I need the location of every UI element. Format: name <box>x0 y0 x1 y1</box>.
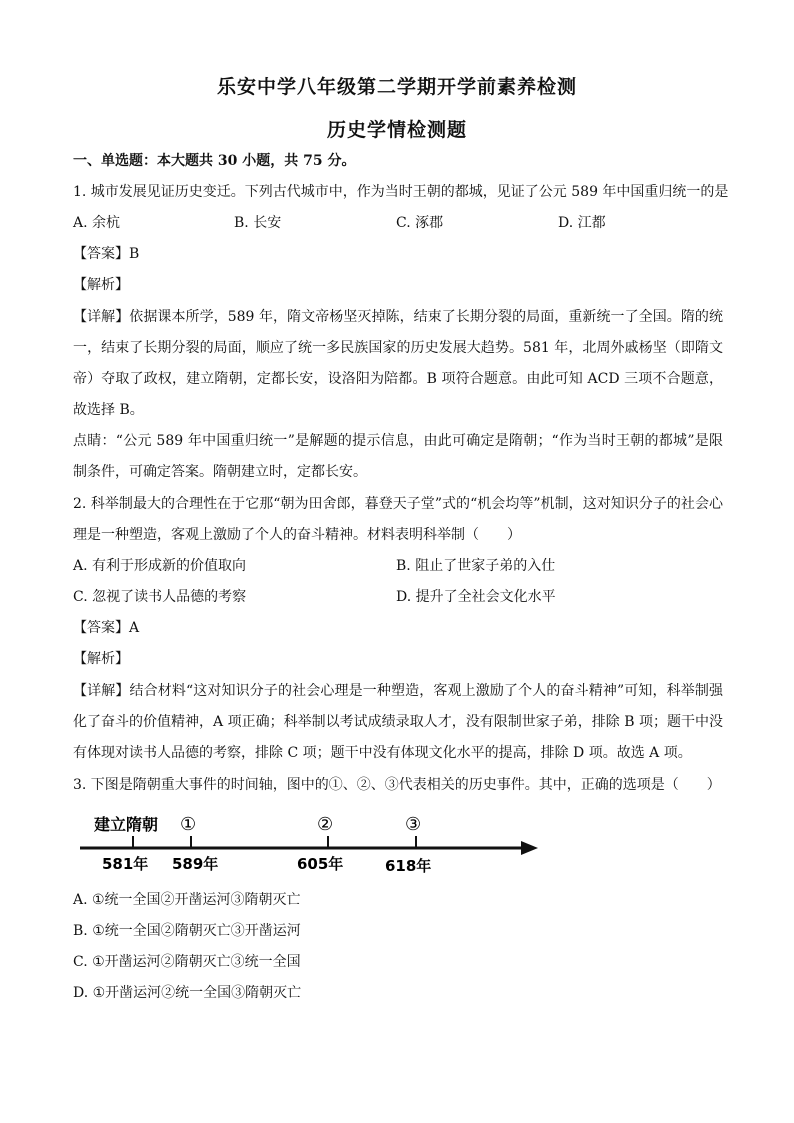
timeline-diagram <box>78 808 548 878</box>
section-heading: 一、单选题：本大题共 30 小题，共 75 分。 <box>73 153 356 169</box>
timeline-year-618: 618年 <box>385 857 432 875</box>
timeline-year-581: 581年 <box>102 855 149 873</box>
exam-title: 乐安中学八年级第二学期开学前素养检测 <box>216 76 577 98</box>
q2-stem: 2. 科举制最大的合理性在于它那“朝为田舍郎，暮登天子堂”式的“机会均等”机制，这对知识分子的社会心理是一种塑造，客观上激励了个人的奋斗精神。材料表明科举制（ ） <box>73 496 723 543</box>
q1-option-c: C. 涿郡 <box>396 215 444 231</box>
q3-stem: 3. 下图是隋朝重大事件的时间轴，图中的①、②、③代表相关的历史事件。其中，正确的选项是（ ） <box>73 777 721 793</box>
q1-option-b: B. 长安 <box>234 215 282 231</box>
q2-analysis-label: 【解析】 <box>73 651 129 667</box>
timeline-start-label: 建立隋朝 <box>94 815 159 834</box>
q3-option-c: C. ①开凿运河②隋朝灭亡③统一全国 <box>73 954 301 970</box>
q2-option-b: B. 阻止了世家子弟的入仕 <box>396 558 556 574</box>
timeline-year-589: 589年 <box>172 855 219 873</box>
q1-stem: 1. 城市发展见证历史变迁。下列古代城市中，作为当时王朝的都城，见证了公元 589 年中国重归统一的是 <box>73 184 729 200</box>
exam-subtitle: 历史学情检测题 <box>326 119 467 141</box>
q2-option-c: C. 忽视了读书人品德的考察 <box>73 589 247 605</box>
q3-option-a: A. ①统一全国②开凿运河③隋朝灭亡 <box>73 892 301 908</box>
timeline-marker-2: ② <box>317 814 334 835</box>
q1-answer: 【答案】B <box>73 246 140 262</box>
timeline-marker-1: ① <box>180 814 197 835</box>
q2-answer: 【答案】A <box>73 620 140 636</box>
q1-option-a: A. 余杭 <box>73 215 121 231</box>
q1-analysis-label: 【解析】 <box>73 277 129 293</box>
q2-detail: 【详解】结合材料“这对知识分子的社会心理是一种塑造，客观上激励了个人的奋斗精神”可知，科举制强化了奋斗的价值精神，A 项正确；科举制以考试成绩录取人才，没有限制世家子弟，排除 B 项；题干中没有体现对读书人品德的考察，排除 C 项；题干中没有体现文化水平的提高，排除 D 项。故选 A 项。 <box>73 683 723 761</box>
timeline-year-605: 605年 <box>297 855 344 873</box>
q3-option-b: B. ①统一全国②隋朝灭亡③开凿运河 <box>73 923 301 939</box>
timeline-marker-3: ③ <box>405 814 422 835</box>
q1-detail: 【详解】依据课本所学，589 年，隋文帝杨坚灭掉陈，结束了长期分裂的局面，重新统一了全国。隋的统一，结束了长期分裂的局面，顺应了统一多民族国家的历史发展大趋势。581 年，北周外戚杨坚（即隋文帝）夺取了政权，建立隋朝，定都长安，设洛阳为陪都。B 项符合题意。由此可知 ACD 三项不合题意，故选择 B。 <box>73 309 723 418</box>
timeline-arrowhead <box>521 841 538 855</box>
q1-note: 点睛：“公元 589 年中国重归统一”是解题的提示信息，由此可确定是隋朝；“作为当时王朝的都城”是限制条件，可确定答案。隋朝建立时，定都长安。 <box>73 433 723 480</box>
q2-option-a: A. 有利于形成新的价值取向 <box>73 558 247 574</box>
q2-option-d: D. 提升了全社会文化水平 <box>396 589 556 605</box>
q3-option-d: D. ①开凿运河②统一全国③隋朝灭亡 <box>73 985 302 1001</box>
q1-option-d: D. 江都 <box>558 215 606 231</box>
